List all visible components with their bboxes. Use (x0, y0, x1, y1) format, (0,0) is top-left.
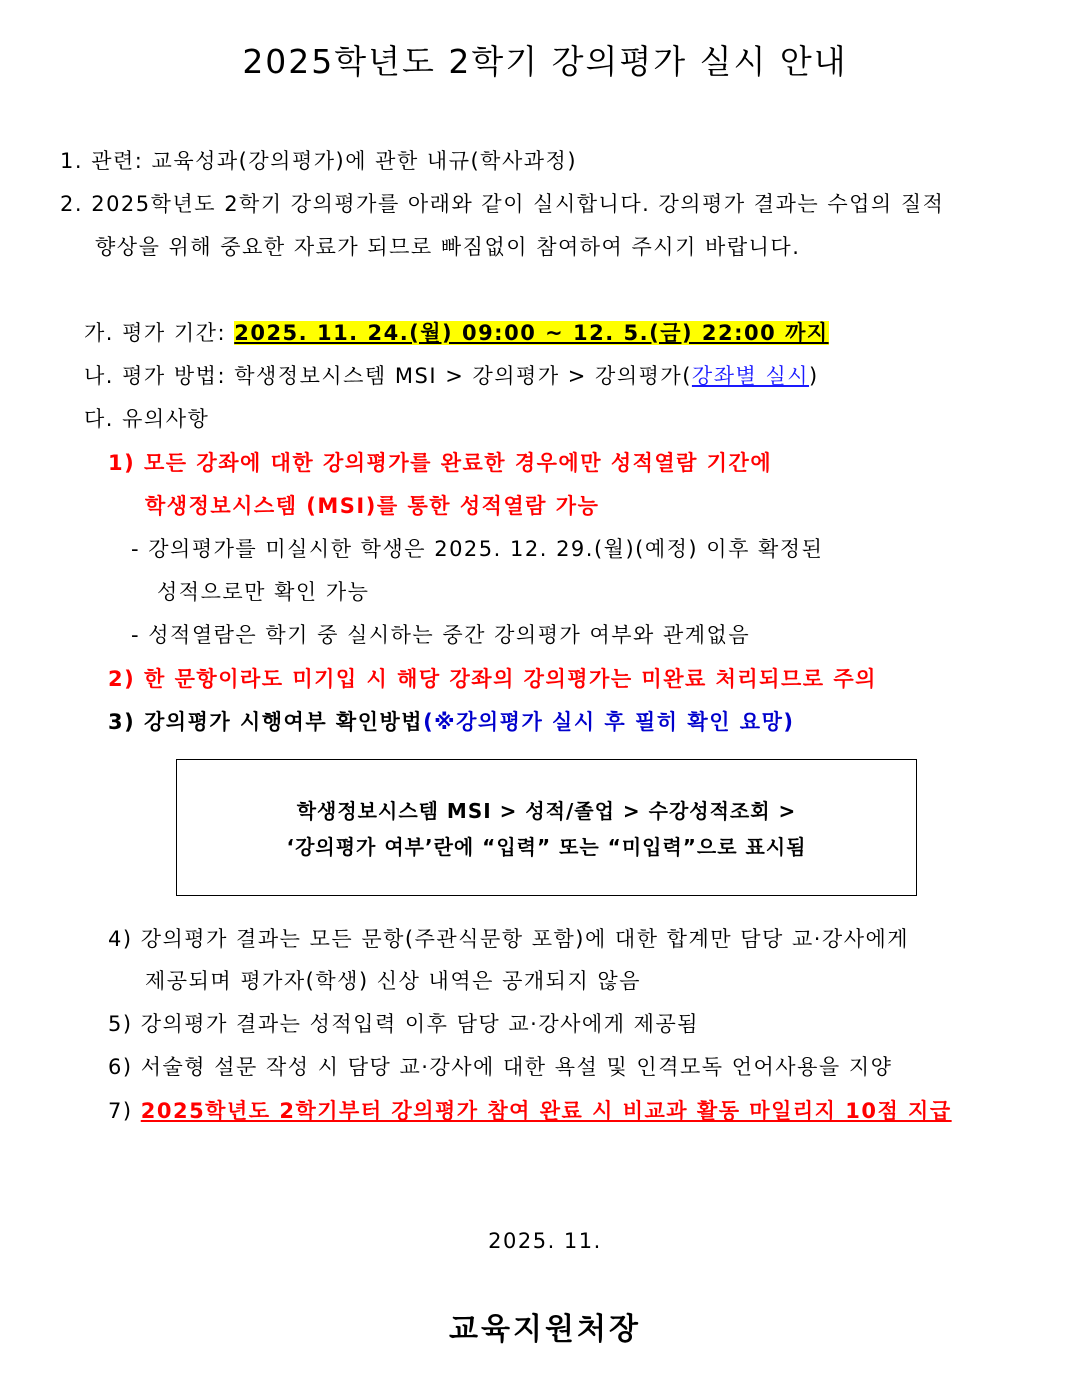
note-1-line-2: 학생정보시스템 (MSI)를 통한 성적열람 가능 (145, 494, 600, 518)
period-label: 가. 평가 기간: (84, 321, 235, 345)
note-1-line-1: 1) 모든 강좌에 대한 강의평가를 완료한 경우에만 성적열람 기간에 (108, 451, 773, 475)
note-4-line-2: 제공되며 평가자(학생) 신상 내역은 공개되지 않음 (145, 969, 641, 993)
note-3-main: 3) 강의평가 시행여부 확인방법 (108, 710, 424, 734)
period-highlight: 2025. 11. 24.(월) 09:00 ~ 12. 5.(금) 22:00 까지 (234, 321, 829, 345)
item-1-related-regulation: 1. 관련: 교육성과(강의평가)에 관한 내규(학사과정) (60, 149, 578, 173)
section-da-notes: 다. 유의사항 (84, 407, 210, 431)
section-ga-period (84, 318, 829, 348)
issuer-signature: 교육지원처장 (449, 1312, 641, 1347)
note-1-sub-1-line-2: 성적으로만 확인 가능 (157, 580, 370, 604)
note-2: 2) 한 문항이라도 미기입 시 해당 강좌의 강의평가는 미완료 처리되므로 주의 (108, 667, 877, 691)
method-label: 나. 평가 방법: 학생정보시스템 MSI > 강의평가 > 강의평가( (84, 364, 692, 388)
method-close: ) (809, 364, 819, 388)
check-method-status: ‘강의평가 여부’란에 “입력” 또는 “미입력”으로 표시됨 (286, 835, 807, 859)
note-7-number: 7) (108, 1099, 141, 1123)
note-4-line-1: 4) 강의평가 결과는 모든 문항(주관식문항 포함)에 대한 합계만 담당 교·강사에게 (108, 927, 910, 951)
document-date: 2025. 11. (488, 1229, 602, 1253)
item-2-line-2: 향상을 위해 중요한 자료가 되므로 빠짐없이 참여하여 주시기 바랍니다. (95, 235, 801, 259)
note-1-sub-1-line-1: - 강의평가를 미실시한 학생은 2025. 12. 29.(월)(예정) 이후 확정된 (131, 537, 824, 561)
check-method-box (176, 759, 917, 896)
note-5: 5) 강의평가 결과는 성적입력 이후 담당 교·강사에게 제공됨 (108, 1012, 700, 1036)
check-method-path: 학생정보시스템 MSI > 성적/졸업 > 수강성적조회 > (296, 799, 797, 823)
note-6: 6) 서술형 설문 작성 시 담당 교·강사에 대한 욕설 및 인격모독 언어사용을 지양 (108, 1055, 893, 1079)
note-3 (108, 707, 794, 737)
section-na-method (84, 361, 819, 391)
item-2-line-1: 2. 2025학년도 2학기 강의평가를 아래와 같이 실시합니다. 강의평가 결과는 수업의 질적 (60, 192, 945, 216)
note-3-reminder: (※강의평가 실시 후 필히 확인 요망) (423, 710, 795, 734)
course-evaluation-link[interactable]: 강좌별 실시 (691, 364, 810, 388)
note-1-sub-2: - 성적열람은 학기 중 실시하는 중간 강의평가 여부와 관계없음 (131, 623, 751, 647)
note-7 (108, 1096, 952, 1126)
page-title: 2025학년도 2학기 강의평가 실시 안내 (242, 42, 848, 81)
note-7-mileage: 2025학년도 2학기부터 강의평가 참여 완료 시 비교과 활동 마일리지 10점 지급 (140, 1099, 952, 1123)
